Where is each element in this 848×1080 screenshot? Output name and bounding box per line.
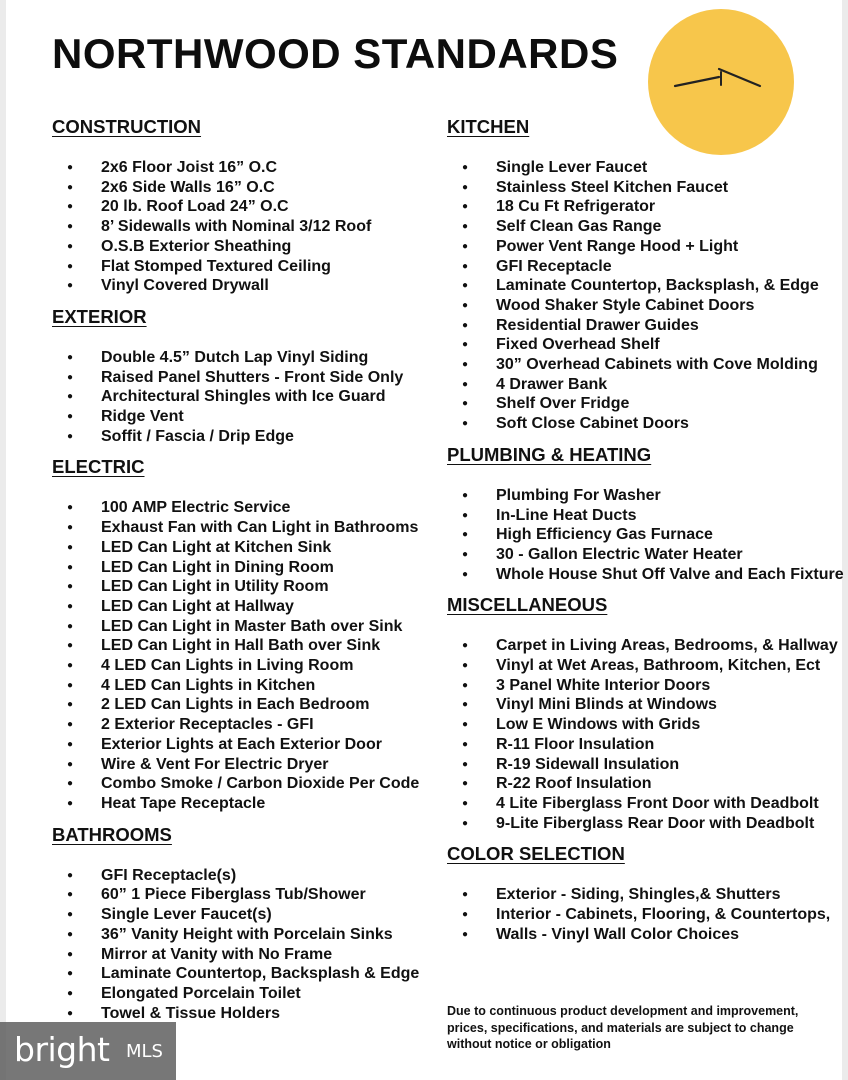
list-item: ● 30 - Gallon Electric Water Heater <box>447 545 847 565</box>
list-item: ● Stainless Steel Kitchen Faucet <box>447 178 847 198</box>
section-electric <box>52 456 432 813</box>
list-item: ● Exterior - Siding, Shingles,& Shutters <box>447 885 847 905</box>
section-heading: KITCHEN <box>447 116 530 137</box>
list-item: ● 2 LED Can Lights in Each Bedroom <box>52 695 432 715</box>
left-column <box>52 116 432 1033</box>
list-item: ● LED Can Light at Hallway <box>52 597 432 617</box>
bullet-list <box>52 866 432 1024</box>
section-construction <box>52 116 432 296</box>
list-item: ● 3 Panel White Interior Doors <box>447 676 847 696</box>
list-item: ● Architectural Shingles with Ice Guard <box>52 387 432 407</box>
list-item: ● Exterior Lights at Each Exterior Door <box>52 735 432 755</box>
list-item: ● Wire & Vent For Electric Dryer <box>52 755 432 775</box>
list-item: ● 4 Drawer Bank <box>447 375 847 395</box>
bullet-list <box>447 158 847 434</box>
list-item: ● Heat Tape Receptacle <box>52 794 432 814</box>
list-item: ● R-11 Floor Insulation <box>447 735 847 755</box>
section-bathrooms <box>52 824 432 1024</box>
list-item: ● Flat Stomped Textured Ceiling <box>52 257 432 277</box>
list-item: ● 4 LED Can Lights in Living Room <box>52 656 432 676</box>
bullet-list <box>447 486 847 585</box>
section-heading: CONSTRUCTION <box>52 116 202 137</box>
watermark-suffix: MLS <box>126 1041 163 1062</box>
list-item: ● Elongated Porcelain Toilet <box>52 984 432 1004</box>
page-title: NORTHWOOD STANDARDS <box>52 30 619 77</box>
list-item: ● LED Can Light at Kitchen Sink <box>52 538 432 558</box>
spec-sheet-page <box>6 0 842 1080</box>
list-item: ● Residential Drawer Guides <box>447 316 847 336</box>
list-item: ● 100 AMP Electric Service <box>52 498 432 518</box>
section-heading: BATHROOMS <box>52 823 172 845</box>
list-item: ● Plumbing For Washer <box>447 486 847 506</box>
list-item: ● Ridge Vent <box>52 407 432 427</box>
list-item: ● 2 Exterior Receptacles - GFI <box>52 715 432 735</box>
list-item: ● Wood Shaker Style Cabinet Doors <box>447 296 847 316</box>
list-item: ● Fixed Overhead Shelf <box>447 335 847 355</box>
list-item: ● 8’ Sidewalls with Nominal 3/12 Roof <box>52 217 432 237</box>
list-item: ● Vinyl at Wet Areas, Bathroom, Kitchen, Ect <box>447 656 847 676</box>
list-item: ● LED Can Light in Master Bath over Sink <box>52 617 432 637</box>
list-item: ● Raised Panel Shutters - Front Side Only <box>52 368 432 388</box>
list-item: ● LED Can Light in Hall Bath over Sink <box>52 636 432 656</box>
bullet-list <box>447 885 847 944</box>
section-plumbing-heating <box>447 444 847 585</box>
list-item: ● Towel & Tissue Holders <box>52 1004 432 1024</box>
disclaimer-text: Due to continuous product development and improvement, prices, specifications, and materials are subject to change without notice or obligation <box>447 1004 799 1051</box>
list-item: ● Whole House Shut Off Valve and Each Fixture <box>447 565 847 585</box>
list-item: ● LED Can Light in Dining Room <box>52 558 432 578</box>
section-miscellaneous <box>447 594 847 833</box>
list-item: ● 30” Overhead Cabinets with Cove Molding <box>447 355 847 375</box>
list-item: ● 18 Cu Ft Refrigerator <box>447 197 847 217</box>
list-item: ● 36” Vanity Height with Porcelain Sinks <box>52 925 432 945</box>
section-heading: PLUMBING & HEATING <box>447 443 652 465</box>
list-item: ● High Efficiency Gas Furnace <box>447 525 847 545</box>
list-item: ● Vinyl Mini Blinds at Windows <box>447 695 847 715</box>
list-item: ● Shelf Over Fridge <box>447 394 847 414</box>
list-item: ● Low E Windows with Grids <box>447 715 847 735</box>
list-item: ● R-19 Sidewall Insulation <box>447 755 847 775</box>
list-item: ● 60” 1 Piece Fiberglass Tub/Shower <box>52 885 432 905</box>
list-item: ● Power Vent Range Hood + Light <box>447 237 847 257</box>
bullet-list <box>447 636 847 833</box>
list-item: ● GFI Receptacle(s) <box>52 866 432 886</box>
watermark-brand: bright <box>14 1030 110 1069</box>
list-item: ● LED Can Light in Utility Room <box>52 577 432 597</box>
section-heading: ELECTRIC <box>52 456 145 478</box>
list-item: ● Double 4.5” Dutch Lap Vinyl Siding <box>52 348 432 368</box>
list-item: ● In-Line Heat Ducts <box>447 506 847 526</box>
bullet-list <box>52 498 432 813</box>
list-item: ● O.S.B Exterior Sheathing <box>52 237 432 257</box>
list-item: ● Laminate Countertop, Backsplash, & Edge <box>447 276 847 296</box>
list-item: ● 2x6 Floor Joist 16” O.C <box>52 158 432 178</box>
list-item: ● Soft Close Cabinet Doors <box>447 414 847 434</box>
bullet-list <box>52 348 432 447</box>
bright-mls-watermark <box>0 1022 176 1080</box>
list-item: ● 20 lb. Roof Load 24” O.C <box>52 197 432 217</box>
section-heading: COLOR SELECTION <box>447 843 625 865</box>
list-item: ● Laminate Countertop, Backsplash & Edge <box>52 964 432 984</box>
list-item: ● Walls - Vinyl Wall Color Choices <box>447 925 847 945</box>
list-item: ● Single Lever Faucet <box>447 158 847 178</box>
list-item: ● Soffit / Fascia / Drip Edge <box>52 427 432 447</box>
section-heading: EXTERIOR <box>52 305 147 327</box>
list-item: ● R-22 Roof Insulation <box>447 774 847 794</box>
list-item: ● Combo Smoke / Carbon Dioxide Per Code <box>52 774 432 794</box>
bullet-list <box>52 158 432 296</box>
section-exterior <box>52 306 432 447</box>
list-item: ● 2x6 Side Walls 16” O.C <box>52 178 432 198</box>
list-item: ● Single Lever Faucet(s) <box>52 905 432 925</box>
list-item: ● 4 LED Can Lights in Kitchen <box>52 676 432 696</box>
right-column <box>447 116 847 955</box>
list-item: ● Vinyl Covered Drywall <box>52 276 432 296</box>
list-item: ● 9-Lite Fiberglass Rear Door with Deadbolt <box>447 814 847 834</box>
list-item: ● Mirror at Vanity with No Frame <box>52 945 432 965</box>
list-item: ● Exhaust Fan with Can Light in Bathrooms <box>52 518 432 538</box>
list-item: ● 4 Lite Fiberglass Front Door with Deadbolt <box>447 794 847 814</box>
section-heading: MISCELLANEOUS <box>447 594 608 616</box>
section-color-selection <box>447 843 847 944</box>
list-item: ● Carpet in Living Areas, Bedrooms, & Hallway <box>447 636 847 656</box>
list-item: ● GFI Receptacle <box>447 257 847 277</box>
list-item: ● Interior - Cabinets, Flooring, & Countertops, <box>447 905 847 925</box>
list-item: ● Self Clean Gas Range <box>447 217 847 237</box>
section-kitchen <box>447 116 847 434</box>
